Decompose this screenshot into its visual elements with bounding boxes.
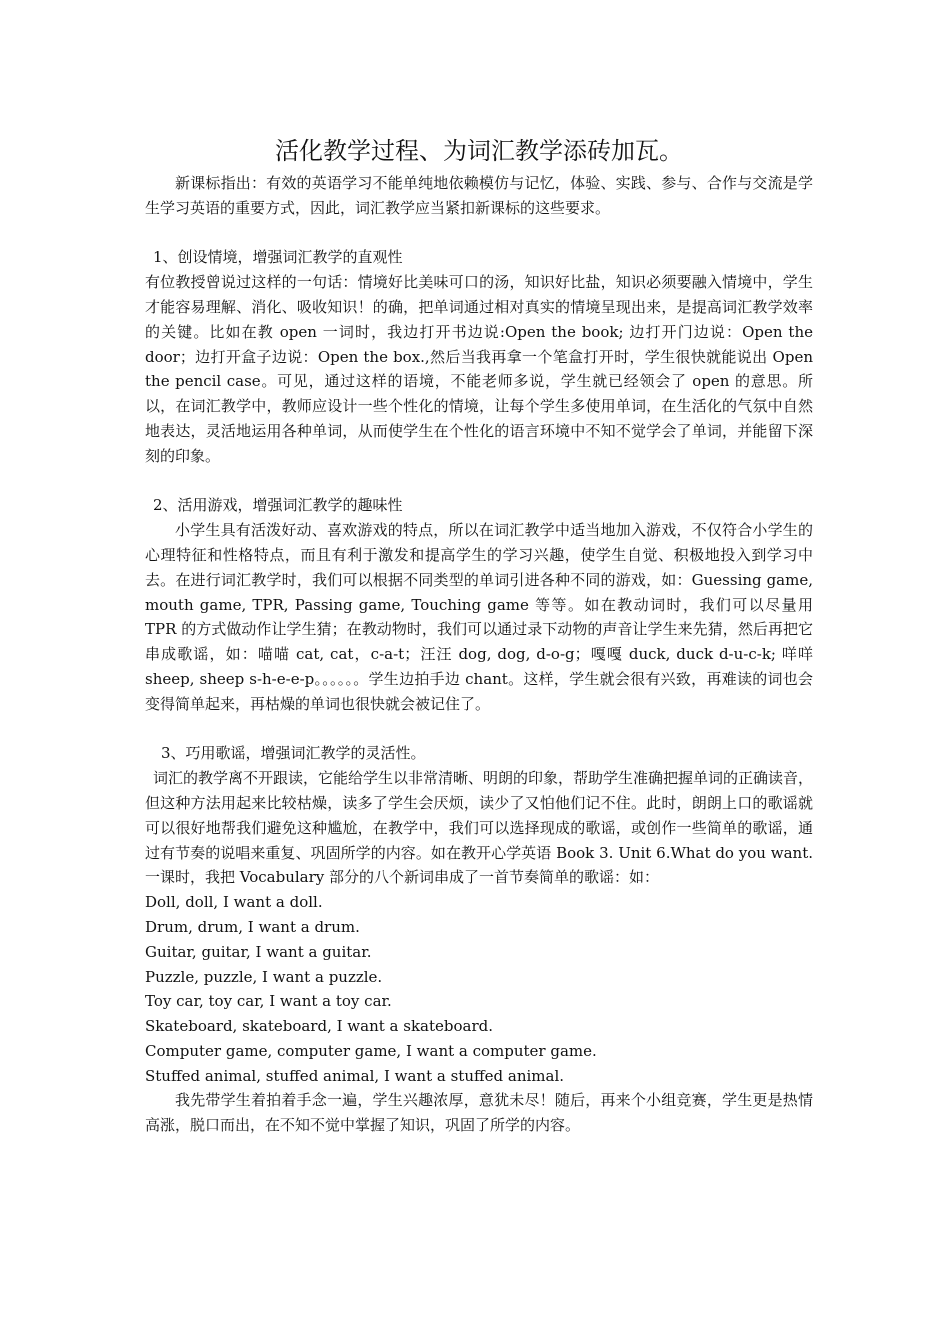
song-line: Puzzle, puzzle, I want a puzzle.: [145, 967, 383, 986]
section-2-heading: 2、活用游戏，增强词汇教学的趣味性: [153, 496, 403, 515]
song-line: Skateboard, skateboard, I want a skateboard.: [145, 1017, 494, 1036]
song-line: Computer game, computer game, I want a computer game.: [145, 1041, 597, 1060]
section-1-body: 有位教授曾说过这样的一句话：情境好比美味可口的汤，知识好比盐，知识必须要融入情境中，学生才能容易理解、消化、吸收知识！的确，把单词通过相对真实的情境呈现出来，是提高词汇教学效率的关键。比如在教 open 一词时，我边打开书边说:Open the book; 边打开门边说：Open the door；边打开盒子边说：Open the box.,然后当我再拿一个笔盒打开时，学生很快就能说出 Open the pencil case。可见，通过这样的语境，不能老师多说，学生就已经领会了 open 的意思。所以，在词汇教学中，教师应设计一些个性化的情境，让每个学生多使用单词，在生活化的气氛中自然地表达，灵活地运用各种单词，从而使学生在个性化的语言环境中不知不觉学会了单词，并能留下深刻的印象。: [145, 273, 813, 465]
page-title: 活化教学过程、为词汇教学添砖加瓦。: [275, 137, 683, 165]
paragraph-gap: [145, 717, 813, 742]
song-line: Toy car, toy car, I want a toy car.: [145, 992, 392, 1011]
song-line: Stuffed animal, stuffed animal, I want a stuffed animal.: [145, 1066, 565, 1085]
section-2-body: 小学生具有活泼好动、喜欢游戏的特点，所以在词汇教学中适当地加入游戏，不仅符合小学生的心理特征和性格特点，而且有利于激发和提高学生的学习兴趣，使学生自觉、积极地投入到学习中去。在进行词汇教学时，我们可以根据不同类型的单词引进各种不同的游戏，如：Guessing game, mouth game, TPR, Passing game, Touching game 等等。如在教动词时，我们可以尽量用 TPR 的方式做动作让学生猜；在教动物时，我们可以通过录下动物的声音让学生来先猜，然后再把它串成歌谣，如：喵喵 cat, cat，c-a-t；汪汪 dog, dog, d-o-g；嘎嘎 duck, duck d-u-c-k; 咩咩 sheep, sheep s-h-e-e-p。。。。。。学生边拍手边 chant。这样，学生就会很有兴致，再难读的词也会变得简单起来，再枯燥的单词也很快就会被记住了。: [145, 521, 813, 713]
intro-paragraph: 新课标指出：有效的英语学习不能单纯地依赖模仿与记忆，体验、实践、参与、合作与交流是学生学习英语的重要方式，因此，词汇教学应当紧扣新课标的这些要求。: [145, 174, 813, 217]
section-1-heading: 1、创设情境，增强词汇教学的直观性: [153, 248, 403, 267]
section-3-heading: 3、巧用歌谣，增强词汇教学的灵活性。: [161, 744, 426, 763]
song-lyrics: [145, 890, 813, 1088]
closing-paragraph: 我先带学生着拍着手念一遍，学生兴趣浓厚，意犹未尽！随后，再来个小组竞赛，学生更是热情高涨，脱口而出，在不知不觉中掌握了知识，巩固了所学的内容。: [145, 1091, 813, 1135]
section-3-body: 词汇的教学离不开跟读，它能给学生以非常清晰、明朗的印象，帮助学生准确把握单词的正确读音，但这种方法用起来比较枯燥，读多了学生会厌烦，读少了又怕他们记不住。此时，朗朗上口的歌谣就可以很好地帮我们避免这种尴尬，在教学中，我们可以选择现成的歌谣，或创作一些简单的歌谣，通过有节奏的说唱来重复、巩固所学的内容。如在教开心学英语 Book 3. Unit 6.What do you want.一课时，我把 Vocabulary 部分的八个新词串成了一首节奏简单的歌谣：如：: [145, 769, 814, 887]
paragraph-gap: [145, 469, 813, 494]
song-line: Drum, drum, I want a drum.: [145, 917, 360, 936]
document-body: [145, 133, 813, 1138]
song-line: Guitar, guitar, I want a guitar.: [145, 942, 372, 961]
paragraph-gap: [145, 221, 813, 246]
song-line: Doll, doll, I want a doll.: [145, 893, 323, 912]
